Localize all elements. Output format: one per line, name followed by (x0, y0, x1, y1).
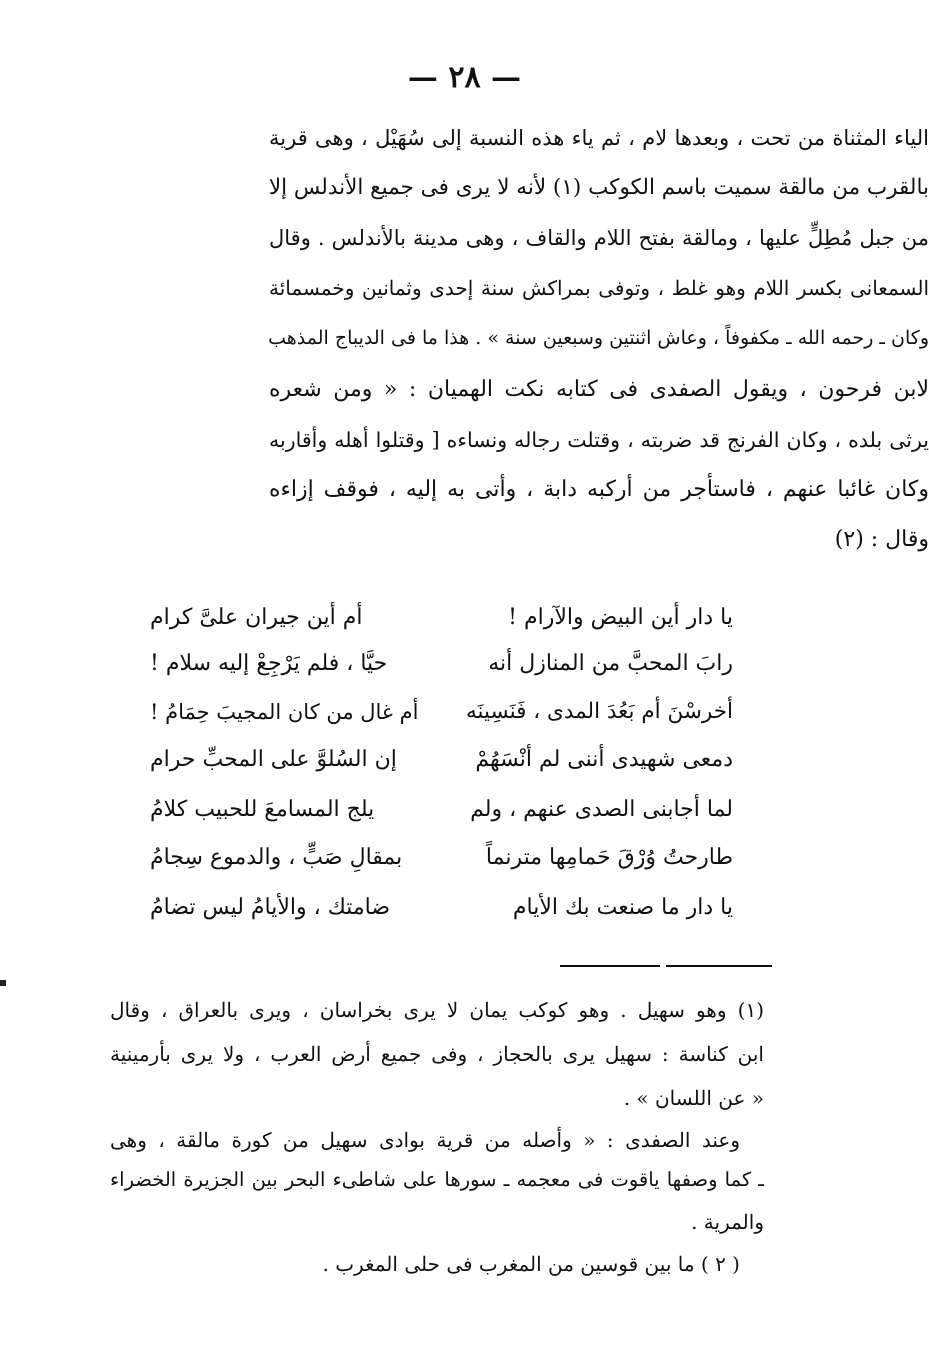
poem-first-hemistich: يا دار أين البيض والآرام ! (508, 605, 733, 630)
page-number: — ٢٨ — (407, 60, 522, 95)
poem-second-hemistich: يلج المسامعَ للحبيب كلامُ (150, 797, 375, 822)
margin-mark (0, 980, 6, 986)
body-line: من جبل مُطِلٍّ عليها ، ومالقة بفتح اللام والقاف ، وهى مدينة بالأندلس . وقال (269, 226, 929, 250)
footnote-line: والمرية . (691, 1210, 764, 1234)
body-line: الياء المثناة من تحت ، وبعدها لام ، ثم ياء هذه النسبة إلى سُهَيْل ، وهى قرية (269, 126, 929, 150)
footnote-line: ابن كناسة : سهيل يرى بالحجاز ، وفى جميع أرض العرب ، ولا يرى بأرمينية (110, 1042, 764, 1066)
footnote-line: وعند الصفدى : « وأصله من قرية بوادى سهيل من كورة مالقة ، وهى (110, 1128, 740, 1152)
footnote-separator (560, 965, 772, 967)
poem-second-hemistich: أم أين جيران علىَّ كرام (150, 605, 363, 630)
poem-first-hemistich: أخرسْنَ أم بَعُدَ المدى ، فَنَسِينَه (465, 699, 733, 724)
poem-first-hemistich: دمعى شهيدى أننى لم أنْسَهُمْ (475, 747, 733, 772)
body-line: بالقرب من مالقة سميت باسم الكوكب (١) لأنه لا يرى فى جميع الأندلس إلا (268, 175, 929, 200)
body-line: السمعانى بكسر اللام وهو غلط ، وتوفى بمراكش سنة إحدى وثمانين وخمسمائة (269, 276, 929, 300)
poem-second-hemistich: أم غال من كان المجيبَ حِمَامُ ! (150, 700, 419, 724)
body-line: وقال : (٢) (834, 527, 929, 552)
body-line: وكان غائبا عنهم ، فاستأجر من أركبه دابة ، وأتى به إليه ، فوقف إزاءه (269, 477, 929, 502)
body-line: يرثى بلده ، وكان الفرنج قد ضربته ، وقتلت رجاله ونساءه [ وقتلوا أهله وأقاربه (269, 428, 929, 452)
poem-second-hemistich: ضامتك ، والأيامُ ليس تضامُ (150, 895, 391, 920)
poem-first-hemistich: لما أجابنى الصدى عنهم ، ولم (470, 797, 733, 822)
body-line: لابن فرحون ، ويقول الصفدى فى كتابه نكت الهميان : « ومن شعره (269, 377, 929, 402)
poem-second-hemistich: حيَّا ، فلم يَرْجِعْ إليه سلام ! (150, 651, 388, 676)
poem-first-hemistich: رابَ المحبَّ من المنازل أنه (488, 651, 733, 676)
poem-first-hemistich: طارحتُ وُرْقَ حَمامِها مترنماً (485, 845, 733, 870)
body-line: وكان ـ رحمه الله ـ مكفوفاً ، وعاش اثنتين وسبعين سنة » . هذا ما فى الديباج المذهب (268, 327, 929, 349)
footnote-line: ( ٢ ) ما بين قوسين من المغرب فى حلى المغرب . (322, 1252, 740, 1276)
poem-first-hemistich: يا دار ما صنعت بك الأيام (512, 895, 733, 920)
poem-second-hemistich: بمقالِ صَبٍّ ، والدموع سِجامُ (150, 845, 403, 870)
footnote-line: ـ كما وصفها ياقوت فى معجمه ـ سورها على شاطىء البحر بين الجزيرة الخضراء (110, 1168, 764, 1191)
footnote-line: « عن اللسان » . (623, 1086, 764, 1110)
poem-second-hemistich: إن السُلوَّ على المحبِّ حرام (150, 747, 397, 772)
footnote-line: (١) وهو سهيل . وهو كوكب يمان لا يرى بخراسان ، ويرى بالعراق ، وقال (110, 998, 764, 1022)
